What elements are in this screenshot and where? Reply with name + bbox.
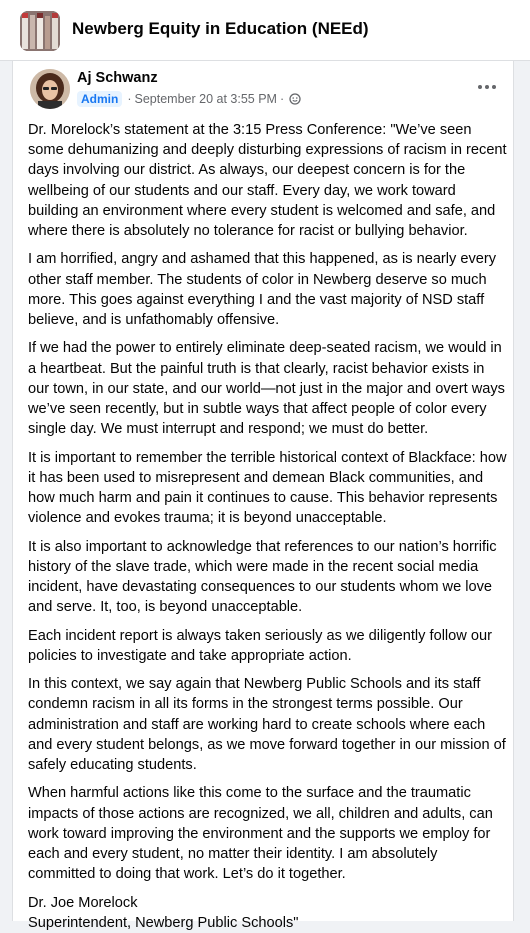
signature-name: Dr. Joe Morelock (28, 894, 138, 911)
signature-title: Superintendent, Newberg Public Schools" (28, 914, 299, 931)
group-header (0, 0, 530, 61)
author-name[interactable]: Aj Schwanz (77, 70, 158, 86)
meta-separator: · (127, 92, 132, 106)
meta-separator: · (279, 92, 285, 106)
post-paragraph: It is important to remember the terrible historical context of Blackface: how it has been used to misrepresent and demean Black communities, and how much harm and pain it continues to cause. This behavior represents violence and evokes trauma; it is beyond unacceptable. (28, 449, 507, 527)
post-paragraph: It is also important to acknowledge that references to our nation’s horrific history of the slave trade, which were made in the recent social media incident, have devastating consequences to our students whom we love and serve. It, too, is beyond unacceptable. (28, 538, 497, 616)
group-name[interactable]: Newberg Equity in Education (NEEd) (72, 19, 369, 38)
post-card (12, 61, 514, 931)
post-paragraph: If we had the power to entirely eliminate deep-seated racism, we would in a heartbeat. But the painful truth is that clearly, racist behavior exists in our town, in our state, and our world—not just in the major and overt ways we’ve seen recently, but in subtle ways that affect people of color every single day. We must interrupt and respond; we must do better. (28, 340, 505, 438)
admin-badge: Admin (77, 91, 122, 107)
post-text (28, 120, 508, 933)
post-paragraph: Dr. Morelock’s statement at the 3:15 Press Conference: "We’ve seen some dehumanizing and deeply disturbing expressions of racism in recent days involving our district. As always, our deepest concern is for the wellbeing of our students and our staff. Every day, we work toward building an environment where every student is welcomed and safe, and where there is absolutely no tolerance for racist or bullying behavior. (28, 122, 507, 240)
post-paragraph: Each incident report is always taken seriously as we diligently follow our policies to investigate and take appropriate action. (28, 627, 492, 664)
author-avatar[interactable] (30, 69, 70, 109)
post-meta (77, 90, 301, 108)
post-paragraph: When harmful actions like this come to the surface and the traumatic impacts of those actions are recognized, we all, children and adults, can work toward improving the environment and the supports we employ for each and every student, no matter their identity. I am absolutely committed to doing that work. Let’s do it together. (28, 785, 493, 883)
post-timestamp[interactable]: September 20 at 3:55 PM (134, 92, 277, 106)
more-options-icon[interactable] (475, 79, 499, 95)
globe-icon[interactable] (289, 93, 301, 105)
post-paragraph: I am horrified, angry and ashamed that this happened, as is nearly every other staff member. The students of color in Newberg deserve so much more. This goes against everything I and the vast majority of NSD staff believe, and is unfathomably offensive. (28, 251, 497, 329)
post-paragraph: In this context, we say again that Newberg Public Schools and its staff condemn racism in all its forms in the strongest terms possible. Our administration and staff are working hard to create schools where each and every student belongs, as we move forward together in our mission of safely educating students. (28, 676, 506, 774)
group-cover-photo-icon[interactable] (20, 11, 60, 51)
